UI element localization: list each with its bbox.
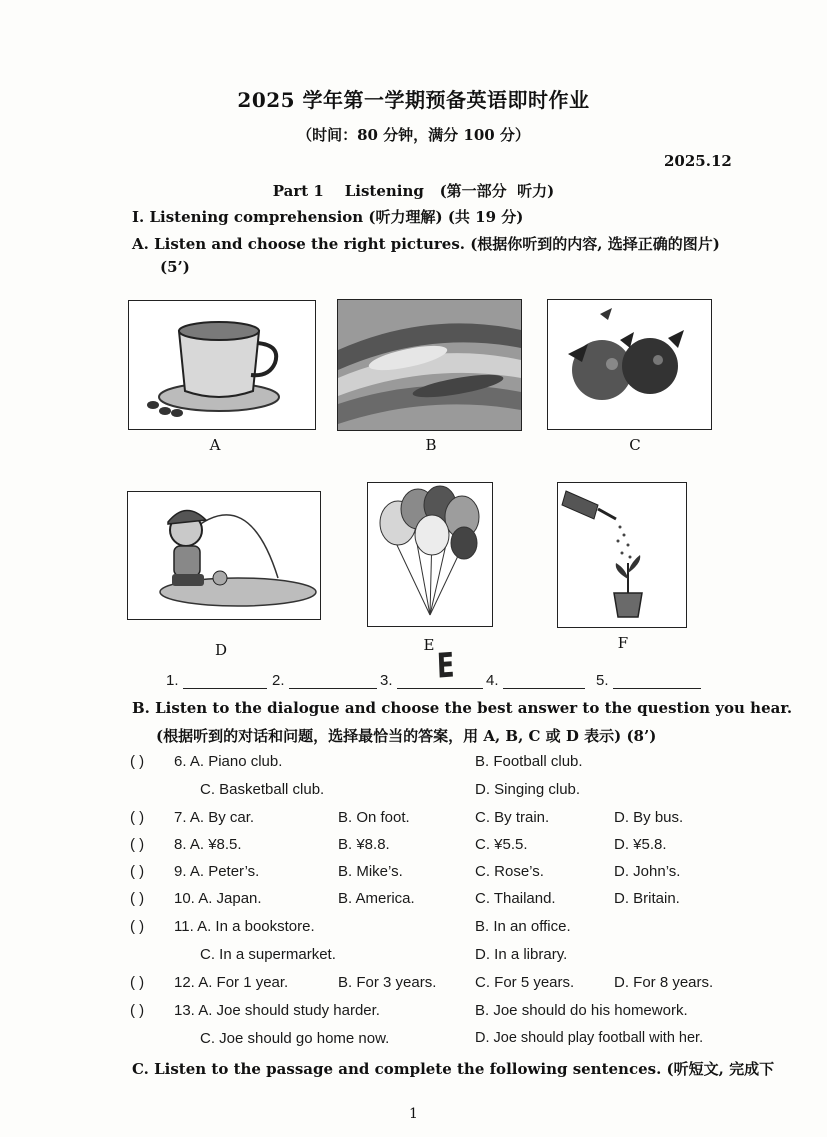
picture-c-label: C <box>629 436 641 454</box>
worksheet-title: 2025 学年第一学期预备英语即时作业 <box>237 88 590 112</box>
picture-f-frame <box>557 482 687 628</box>
blank-number: 5. <box>596 672 609 689</box>
coffee-cup-icon <box>129 301 315 429</box>
q12-option-c: C. For 5 years. <box>475 974 575 991</box>
q11-option-b: B. In an office. <box>475 918 571 935</box>
fish-icon <box>338 300 521 430</box>
worksheet-subtitle: （时间：80 分钟，满分 100 分） <box>297 126 530 144</box>
picture-f-label: F <box>617 634 629 652</box>
q7-option-d: D. By bus. <box>614 809 684 826</box>
fruit-icon <box>548 300 711 429</box>
part-c-instruction: C. Listen to the passage and complete the following sentences. (听短文, 完成下 <box>132 1060 775 1078</box>
q12-option-a: 12. A. For 1 year. <box>174 974 289 991</box>
q6-option-d: D. Singing club. <box>475 781 581 798</box>
picture-a-label: A <box>209 436 221 454</box>
q6-option-c: C. Basketball club. <box>200 781 325 798</box>
q9-option-b: B. Mike’s. <box>338 863 403 880</box>
blank-line[interactable] <box>613 672 701 689</box>
part-a-instruction: A. Listen and choose the right pictures. (根据你听到的内容, 选择正确的图片) <box>132 235 720 253</box>
answer-paren[interactable]: ( ) <box>130 1002 145 1019</box>
answer-blank-2[interactable] <box>272 672 377 689</box>
picture-b-frame <box>337 299 522 431</box>
answer-paren[interactable]: ( ) <box>130 809 145 826</box>
answer-blank-4[interactable] <box>486 672 585 689</box>
picture-b-label: B <box>425 436 437 454</box>
q8-option-c: C. ¥5.5. <box>475 836 528 853</box>
page-number: 1 <box>409 1106 418 1122</box>
q10-option-b: B. America. <box>338 890 415 907</box>
picture-a-frame <box>128 300 316 430</box>
q13-option-c: C. Joe should go home now. <box>200 1030 390 1047</box>
answer-paren[interactable]: ( ) <box>130 753 145 770</box>
part-b-instruction: B. Listen to the dialogue and choose the best answer to the question you hear. <box>132 699 793 717</box>
q13-option-d: D. Joe should play football with her. <box>475 1030 704 1046</box>
q11-option-d: D. In a library. <box>475 946 568 963</box>
section-heading: I. Listening comprehension (听力理解) (共 19 分) <box>132 208 524 226</box>
picture-e-label: E <box>423 636 435 654</box>
handwritten-answer-3: E <box>436 645 456 687</box>
boy-fishing-icon <box>128 492 320 619</box>
answer-blank-5[interactable] <box>596 672 701 689</box>
blank-number: 2. <box>272 672 285 689</box>
q9-option-d: D. John’s. <box>614 863 681 880</box>
q10-option-c: C. Thailand. <box>475 890 556 907</box>
answer-blank-1[interactable] <box>166 672 267 689</box>
q13-option-b: B. Joe should do his homework. <box>475 1002 688 1019</box>
q10-option-d: D. Britain. <box>614 890 680 907</box>
blank-line[interactable] <box>289 672 377 689</box>
answer-blank-3[interactable] <box>380 672 483 689</box>
q8-option-d: D. ¥5.8. <box>614 836 667 853</box>
q9-option-a: 9. A. Peter’s. <box>174 863 260 880</box>
part-a-score: (5’) <box>160 258 190 276</box>
q8-option-b: B. ¥8.8. <box>338 836 390 853</box>
answer-paren[interactable]: ( ) <box>130 974 145 991</box>
q10-option-a: 10. A. Japan. <box>174 890 262 907</box>
picture-e-frame <box>367 482 493 627</box>
picture-d-frame <box>127 491 321 620</box>
q6-option-a: 6. A. Piano club. <box>174 753 283 770</box>
q9-option-c: C. Rose’s. <box>475 863 544 880</box>
part-heading: Part 1 Listening (第一部分 听力) <box>272 182 555 200</box>
q7-option-c: C. By train. <box>475 809 550 826</box>
part-b-instruction-cn: (根据听到的对话和问题，选择最恰当的答案，用 A, B, C 或 D 表示) (8’) <box>156 727 657 745</box>
q12-option-b: B. For 3 years. <box>338 974 437 991</box>
blank-line[interactable] <box>183 672 267 689</box>
blank-number: 3. <box>380 672 393 689</box>
answer-paren[interactable]: ( ) <box>130 918 145 935</box>
q7-option-a: 7. A. By car. <box>174 809 255 826</box>
blank-line[interactable] <box>503 672 585 689</box>
watering-can-icon <box>558 483 686 627</box>
q12-option-d: D. For 8 years. <box>614 974 714 991</box>
q6-option-b: B. Football club. <box>475 753 583 770</box>
blank-number: 4. <box>486 672 499 689</box>
q8-option-a: 8. A. ¥8.5. <box>174 836 242 853</box>
picture-c-frame <box>547 299 712 430</box>
answer-paren[interactable]: ( ) <box>130 836 145 853</box>
q11-option-a: 11. A. In a bookstore. <box>174 918 315 935</box>
q7-option-b: B. On foot. <box>338 809 410 826</box>
balloons-icon <box>368 483 492 626</box>
q11-option-c: C. In a supermarket. <box>200 946 336 963</box>
blank-number: 1. <box>166 672 179 689</box>
worksheet-date: 2025.12 <box>664 152 732 170</box>
q13-option-a: 13. A. Joe should study harder. <box>174 1002 380 1019</box>
answer-paren[interactable]: ( ) <box>130 890 145 907</box>
answer-paren[interactable]: ( ) <box>130 863 145 880</box>
picture-d-label: D <box>214 641 228 659</box>
